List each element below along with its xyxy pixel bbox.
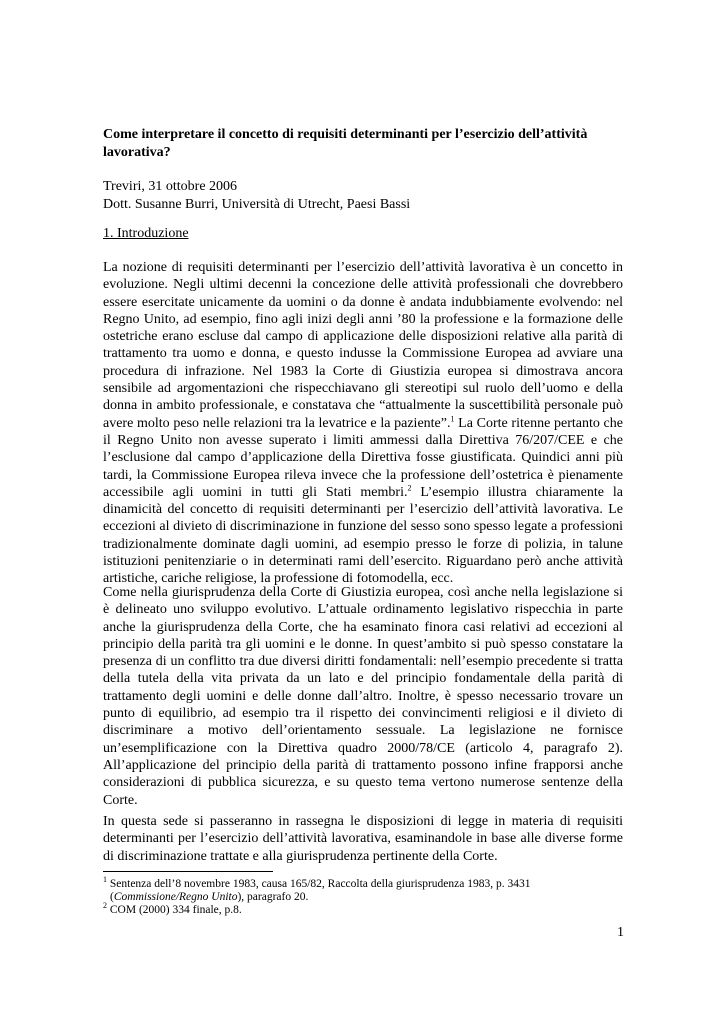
place-date: Treviri, 31 ottobre 2006 <box>103 179 238 194</box>
paragraph-1-part-3: L’esempio illustra chiaramente la dinamicità del concetto di requisiti determinanti per l’esercizio dell’attività lavorativa. Le eccezioni al divieto di discriminazione in funzione del sesso sono spesso legate a professioni tradizionalmente dominate dagli uomini, ad esempio presso le forze di polizia, in talune istituzioni penitenziarie o in determinati rami dell’esercito. Riguardano però anche attività artistiche, cariche religiose, la professione di fotomodella, ecc. <box>103 484 623 587</box>
paragraph-1-part-2: La Corte ritenne pertanto che il Regno Unito non avesse superato i limiti ammessi dalla Direttiva 76/207/CEE e che l’esclusione dal campo d’applicazione della Direttiva fosse giustificata. Quindici anni più tardi, la Commissione Europea rileva invece che la professione dell’ostetrica è pienamente accessibile agli uomini in tutti gli Stati membri. <box>103 415 623 500</box>
footnote-ref-2[interactable]: 2 <box>407 483 412 493</box>
author-line: Dott. Susanne Burri, Università di Utrecht, Paesi Bassi <box>103 196 411 212</box>
footnote-2-number: 2 <box>103 901 107 911</box>
footnote-1-continuation <box>103 891 623 904</box>
footnotes <box>103 875 623 918</box>
footnote-2 <box>103 901 623 917</box>
footnote-1 <box>103 875 623 904</box>
footnote-ref-1[interactable]: 1 <box>450 414 455 424</box>
footnote-1-text: Sentenza dell’8 novembre 1983, causa 165/82, Raccolta della giurisprudenza 1983, p. 3431 <box>107 878 531 890</box>
document-title: Come interpretare il concetto di requisiti determinanti per l’esercizio dell’attività lavorativa? <box>103 127 588 160</box>
document-meta <box>103 178 633 213</box>
footnote-1-tail: ), paragrafo 20. <box>237 891 309 904</box>
footnote-1-open-paren: ( <box>110 891 114 904</box>
section-heading: 1. Introduzione <box>103 226 189 241</box>
paragraph-introduction-1 <box>103 259 623 588</box>
page-number: 1 <box>617 925 624 940</box>
footnote-divider <box>103 871 273 872</box>
footnote-1-case-name: Commissione/Regno Unito <box>113 891 238 904</box>
paragraph-introduction-3: In questa sede si passeranno in rassegna le disposizioni di legge in materia di requisiti determinanti per l’esercizio dell’attività lavorativa, esaminandole in base alle diverse forme di discriminazione trattate e alla giurisprudenza pertinente della Corte. <box>103 814 623 864</box>
paragraph-1-part-1: La nozione di requisiti determinanti per l’esercizio dell’attività lavorativa è un concetto in evoluzione. Negli ultimi decenni la concezione delle attività professionali che dovrebbero essere esercitate unicamente da uomini o da donne è andata indubbiamente evolvendo: nel Regno Unito, ad esempio, fino agli inizi degli anni ’80 la professione e la formazione delle ostetriche erano escluse dal campo di applicazione delle disposizioni relative alla parità di trattamento tra uomo e donna, e questo indusse la Commissione Europea ad avviare una procedura di infrazione. Nel 1983 la Corte di Giustizia europea si dimostrava ancora sensibile ad argomentazioni che rispecchiavano gli stereotipi sul ruolo dell’uomo e della donna in ambito professionale, e constatava che “attualmente la suscettibilità personale può avere molto peso nelle relazioni tra la levatrice e la paziente”. <box>103 260 623 431</box>
footnote-1-number: 1 <box>103 875 107 885</box>
footnote-2-text: COM (2000) 334 finale, p.8. <box>107 904 242 917</box>
paragraph-introduction-2: Come nella giurisprudenza della Corte di Giustizia europea, così anche nella legislazione si è delineato uno sviluppo evolutivo. L’attuale ordinamento legislativo rispecchia in parte anche la giurisprudenza della Corte, che ha esaminato finora casi relativi ad eccezioni al principio della parità tra gli uomini e le donne. In quest’ambito si può spesso constatare la presenza di un conflitto tra due diversi diritti fondamentali: nell’esempio precedente si tratta della tutela della vita privata da un lato e del principio fondamentale della parità di trattamento degli uomini e delle donne dall’altro. Inoltre, è spesso necessario trovare un punto di equilibrio, ad esempio tra il rispetto dei convincimenti religiosi e il divieto di discriminare a motivo dell’orientamento sessuale. La legislazione ne fornisce un’esemplificazione con la Direttiva quadro 2000/78/CE (articolo 4, paragrafo 2). All’applicazione del principio della parità di trattamento possono infine frapporsi anche considerazioni di pubblica sicurezza, e su questo tema vertono numerose sentenze della Corte. <box>103 585 623 808</box>
